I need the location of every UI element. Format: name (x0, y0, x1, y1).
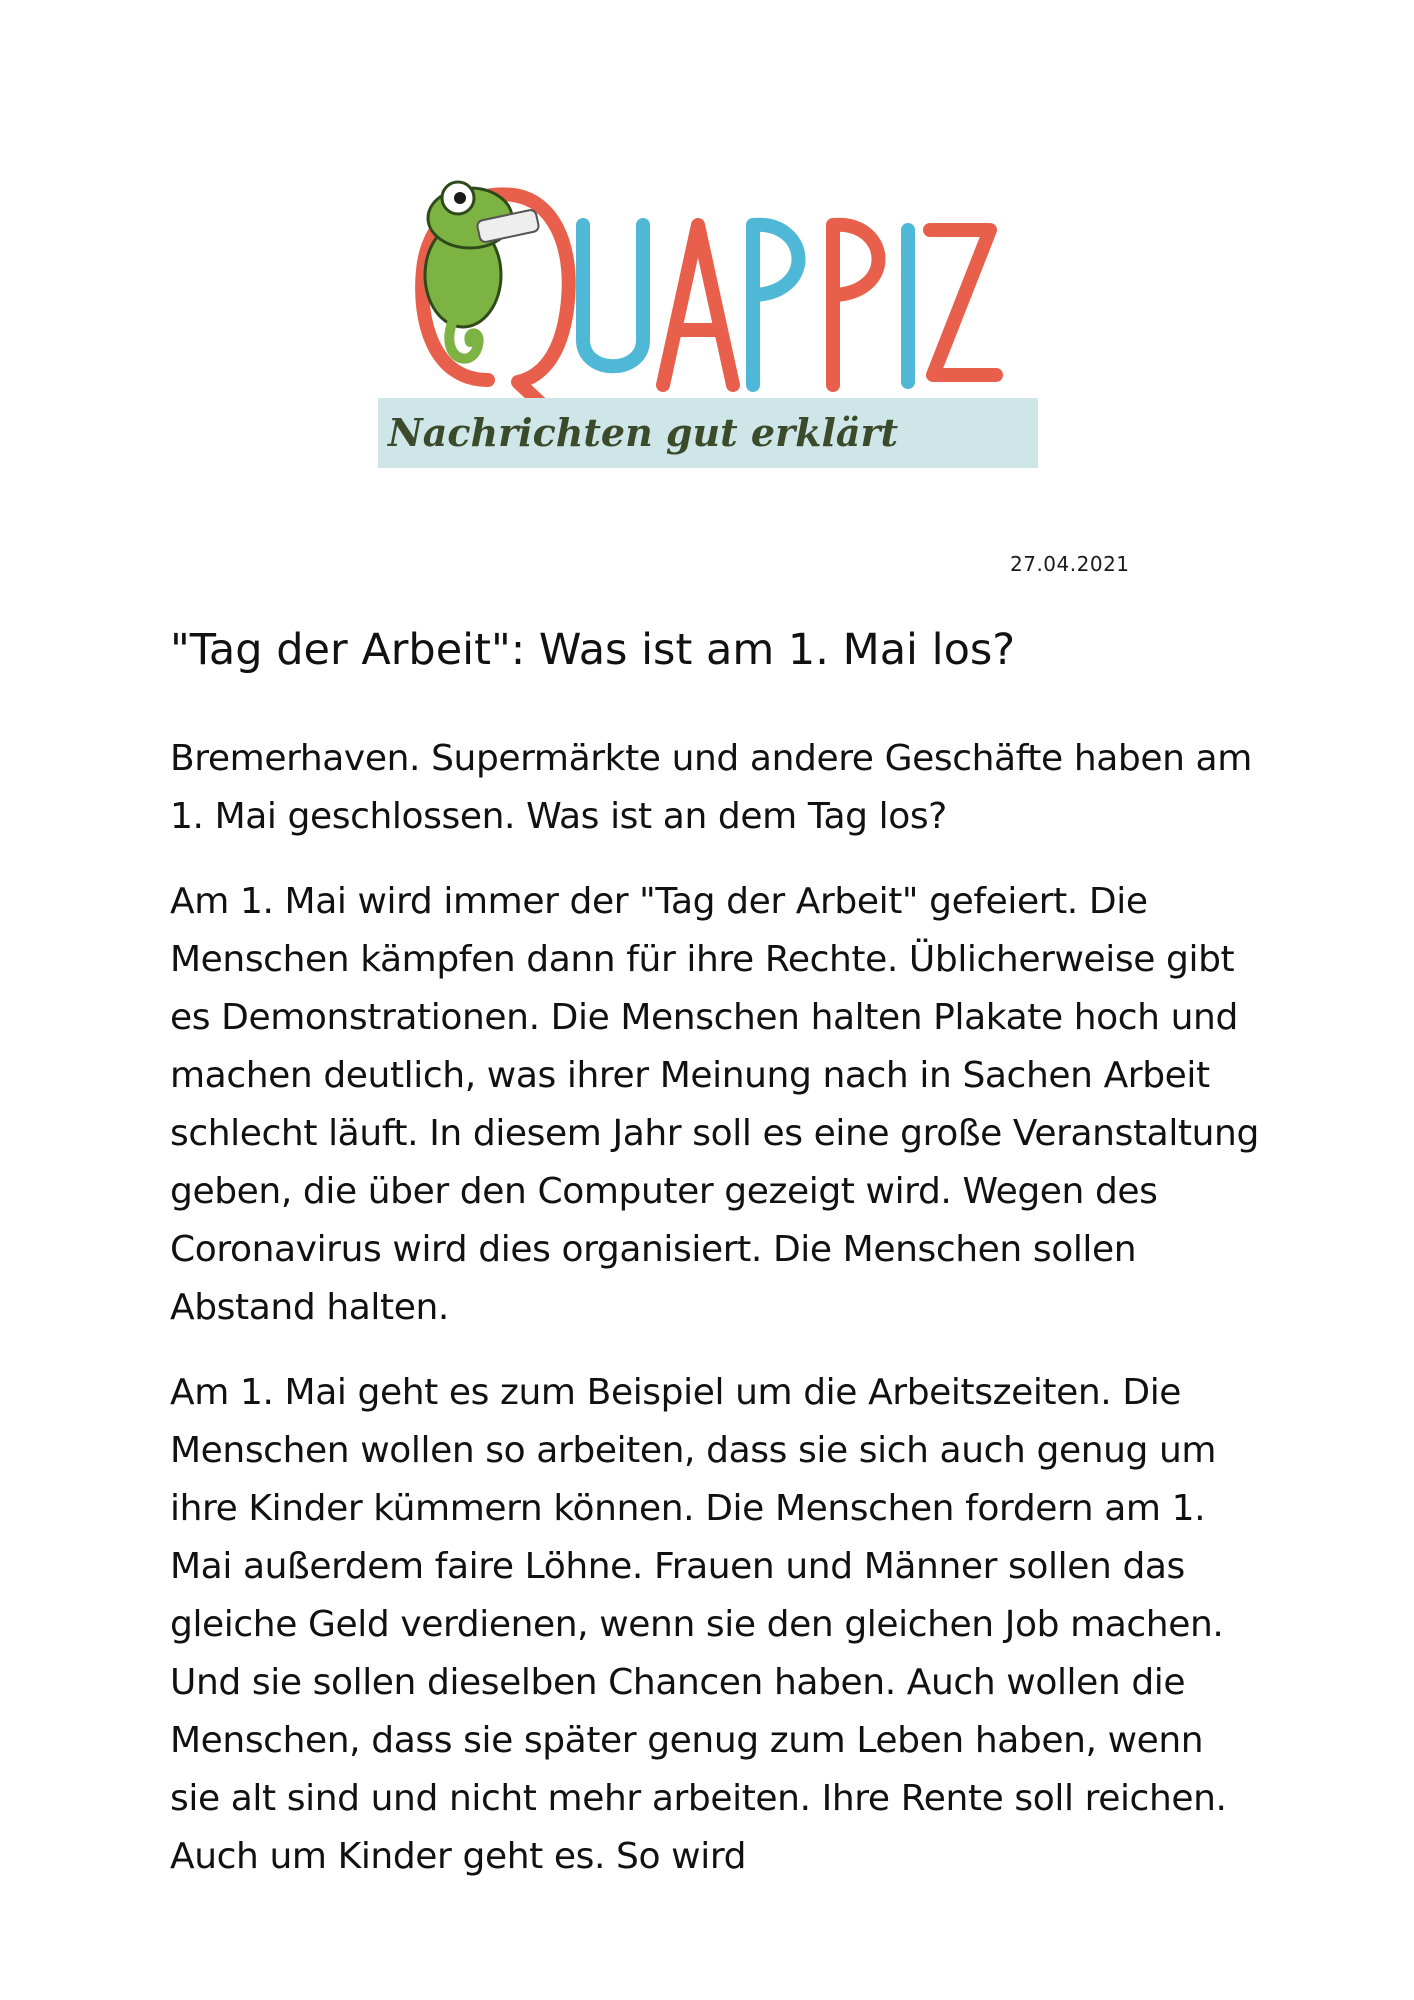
logo-letter-p1 (753, 225, 799, 385)
logo-letter-z (930, 230, 996, 375)
publish-date: 27.04.2021 (1010, 552, 1130, 576)
logo-letter-u (583, 225, 643, 366)
article-title: "Tag der Arbeit": Was ist am 1. Mai los? (170, 625, 1016, 675)
article-paragraph-3: Am 1. Mai geht es zum Beispiel um die Arbeitszeiten. Die Menschen wollen so arbeiten, dass sie sich auch genug um ihre Kinder kümmern können. Die Menschen fordern am 1. Mai außerdem faire Löhne. Frauen und Männer sollen das gleiche Geld verdienen, wenn sie den gleichen Job machen. Und sie sollen dieselben Chancen haben. Auch wollen die Menschen, dass sie später genug zum Leben haben, wenn sie alt sind und nicht mehr arbeiten. Ihre Rente soll reichen. Auch um Kinder geht es. So wird (170, 1372, 1227, 1877)
logo-tagline: Nachrichten gut erklärt (388, 410, 899, 455)
article-paragraph-1: Bremerhaven. Supermärkte und andere Geschäfte haben am 1. Mai geschlossen. Was ist an dem Tag los? (170, 738, 1252, 837)
quappiz-logo (378, 170, 1038, 480)
article (170, 620, 1260, 1886)
article-paragraph-2: Am 1. Mai wird immer der "Tag der Arbeit" gefeiert. Die Menschen kämpfen dann für ihre Rechte. Üblicherweise gibt es Demonstrationen. Die Menschen halten Plakate hoch und machen deutlich, was ihrer Meinung nach in Sachen Arbeit schlecht läuft. In diesem Jahr soll es eine große Veranstaltung geben, die über den Computer gezeigt wird. Wegen des Coronavirus wird dies organisiert. Die Menschen sollen Abstand halten. (170, 881, 1259, 1328)
chameleon-icon (425, 182, 540, 359)
logo-letter-p2 (833, 225, 879, 385)
logo-letter-a (663, 225, 733, 385)
